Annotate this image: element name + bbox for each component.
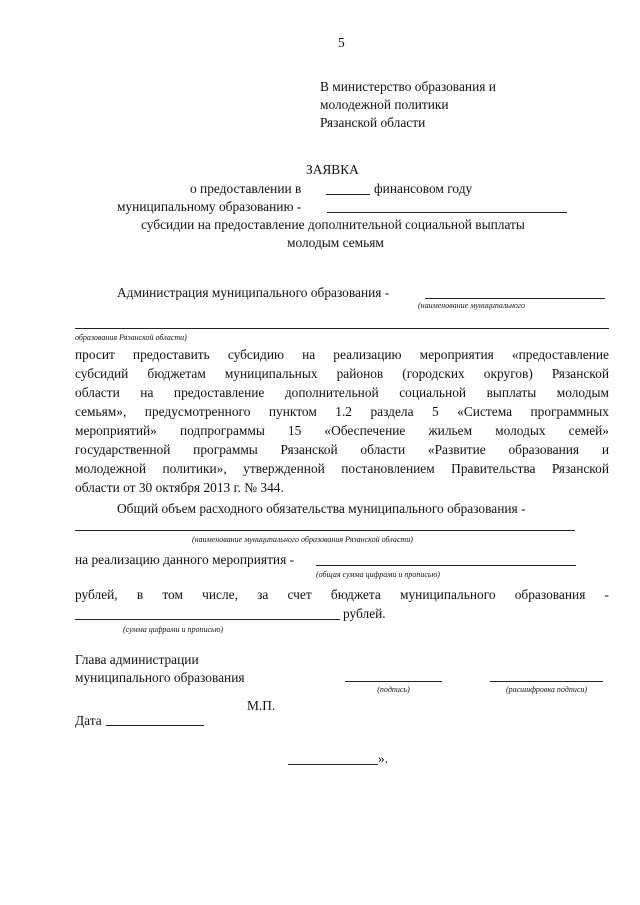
hint-name-full: (наименование муниципального образования Рязанской области) xyxy=(192,535,413,544)
subtitle-line-2: муниципальному образованию - xyxy=(117,199,302,214)
subtitle-line-1a: о предоставлении в xyxy=(190,181,302,196)
head-line-2: муниципального образования xyxy=(75,670,245,685)
hint-name-2: образования Рязанской области) xyxy=(75,333,187,342)
closing-blank xyxy=(288,764,378,765)
total-blank xyxy=(316,565,576,566)
volume-line: Общий объем расходного обязательства муниципального образования - xyxy=(117,501,526,516)
admin-name-blank-2 xyxy=(75,328,609,329)
sum-blank xyxy=(75,619,340,620)
signature-blank xyxy=(345,681,442,682)
addressee-line-1: В министерство образования и xyxy=(320,79,496,94)
addressee-line-3: Рязанской области xyxy=(320,115,426,130)
subtitle-line-1b: финансовом году xyxy=(374,181,473,196)
body-line-4: семьям», предусмотренного пунктом 1.2 раздела 5 «Система программных xyxy=(75,404,609,419)
admin-line: Администрация муниципального образования - xyxy=(117,285,390,300)
addressee-line-2: молодежной политики xyxy=(320,97,449,112)
subtitle-line-3: субсидии на предоставление дополнительной социальной выплаты xyxy=(141,217,525,232)
page-number: 5 xyxy=(338,35,345,50)
hint-name-1: (наименование муниципального xyxy=(418,301,526,310)
decode-blank xyxy=(490,681,603,682)
municipality-full-blank xyxy=(75,530,575,531)
document-title: ЗАЯВКА xyxy=(306,162,359,177)
rubles-line: рублей, в том числе, за счет бюджета муниципального образования - xyxy=(75,587,609,602)
year-blank xyxy=(326,194,370,195)
measure-line: на реализацию данного мероприятия - xyxy=(75,552,295,567)
body-line-8: области от 30 октября 2013 г. № 344. xyxy=(75,480,284,495)
hint-decode: (расшифровка подписи) xyxy=(505,685,588,694)
stamp-mark: М.П. xyxy=(247,698,276,713)
body-line-6: государственной программы Рязанской области «Развитие образования и xyxy=(75,442,609,457)
body-line-5: мероприятий» подпрограммы 15 «Обеспечение жильем молодых семей» xyxy=(75,423,609,438)
body-line-7: молодежной политики», утвержденной постановлением Правительства Рязанской xyxy=(75,461,609,476)
body-line-3: области на предоставление дополнительной социальной выплаты молодым xyxy=(75,385,609,400)
body-line-2: субсидий бюджетам муниципальных районов (городских округов) Рязанской xyxy=(75,366,609,381)
closing-mark: ». xyxy=(378,751,389,766)
body-line-1: просит предоставить субсидию на реализацию мероприятия «предоставление xyxy=(75,347,609,362)
date-blank xyxy=(106,725,204,726)
date-label: Дата xyxy=(75,713,102,728)
hint-signature: (подпись) xyxy=(377,685,410,694)
hint-sum: (сумма цифрами и прописью) xyxy=(123,625,224,634)
admin-name-blank xyxy=(425,298,605,299)
municipality-blank xyxy=(327,212,567,213)
head-line-1: Глава администрации xyxy=(75,652,199,667)
rubles-end: рублей. xyxy=(343,606,386,621)
subtitle-line-4: молодым семьям xyxy=(287,235,384,250)
hint-total: (общая сумма цифрами и прописью) xyxy=(316,570,440,579)
